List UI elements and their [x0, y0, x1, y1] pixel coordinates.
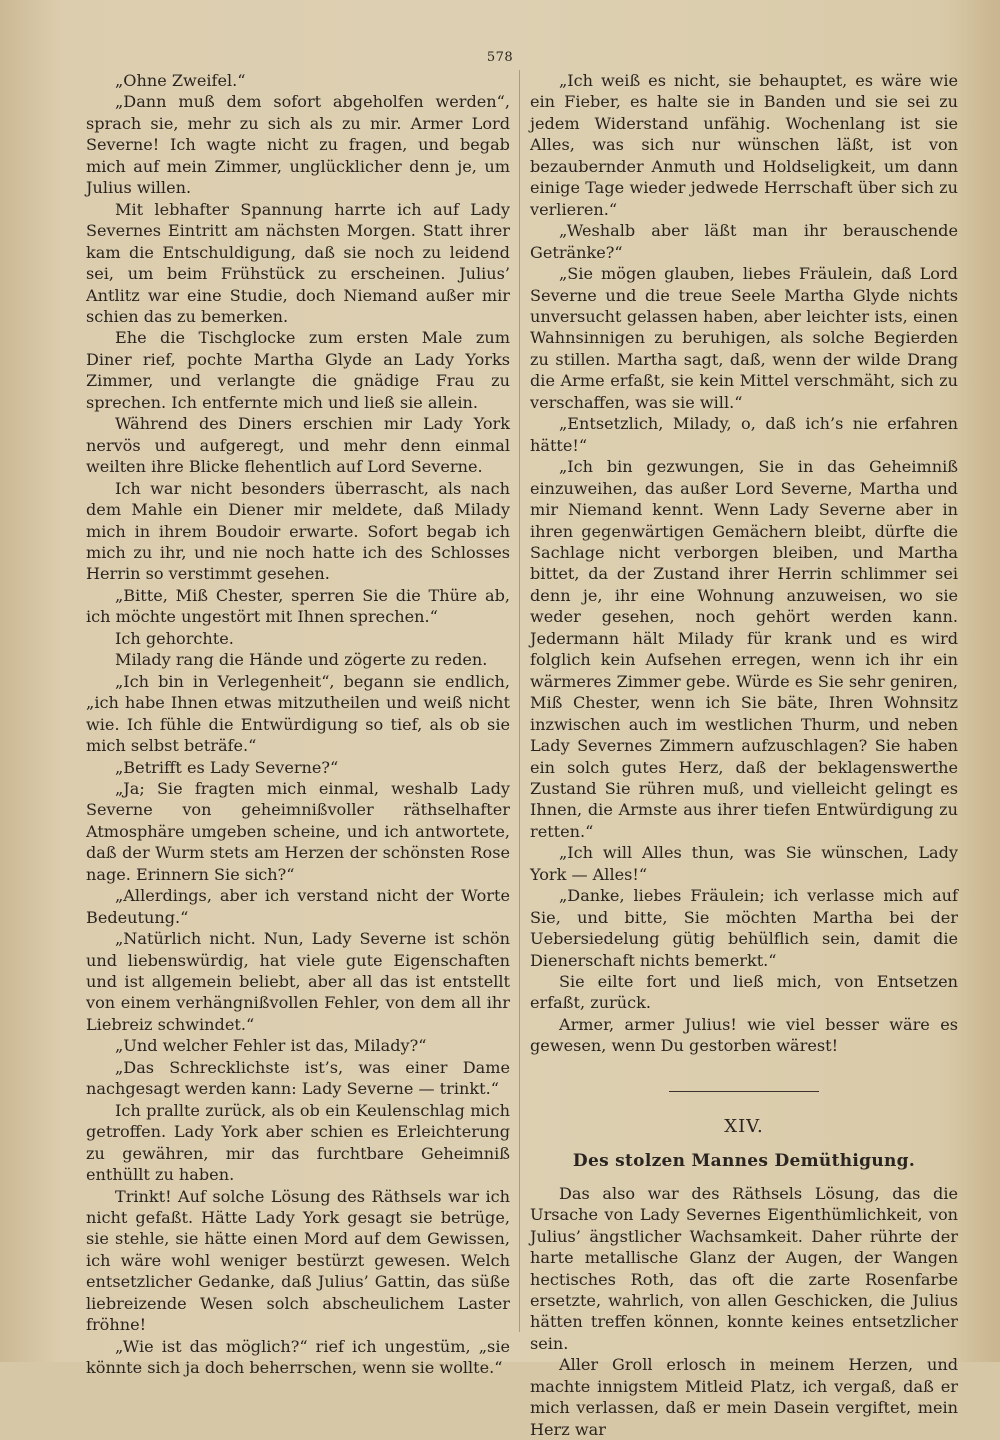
paragraph: Trinkt! Auf solche Lösung des Räthsels war ich nicht gefaßt. Hätte Lady York gesagt sie betrüge, sie stehle, sie hätte einen Mord auf dem Gewissen, ich wäre wohl weniger bestürzt gewesen. Welch entsetzlicher Gedanke, daß Julius’ Gattin, das süße liebreizende Wesen solch abscheulichem Laster fröhne! — [86, 1186, 510, 1335]
paragraph: Ich war nicht besonders überrascht, als nach dem Mahle ein Diener mir meldete, daß Milady mich in ihrem Boudoir erwarte. Sofort begab ich mich zu ihr, und nie noch hatte ich des Schlosses Herrin so verstimmt gesehen. — [86, 478, 510, 584]
paragraph: „Allerdings, aber ich verstand nicht der Worte Bedeutung.“ — [86, 886, 510, 927]
paragraph: Armer, armer Julius! wie viel besser wäre es gewesen, wenn Du gestorben wärest! — [530, 1014, 958, 1056]
paragraph: „Danke, liebes Fräulein; ich verlasse mich auf Sie, und bitte, Sie möchten Martha bei der Uebersiedelung gütig behülflich sein, damit die Dienerschaft nichts bemerkt.“ — [530, 886, 958, 970]
section-divider — [669, 1091, 819, 1092]
paragraph: „Ohne Zweifel.“ — [114, 71, 246, 90]
paragraph: Ehe die Tischglocke zum ersten Male zum Diner rief, pochte Martha Glyde an Lady Yorks Zimmer, und verlangte die gnädige Frau zu sprechen. Ich entfernte mich und ließ sie allein. — [86, 328, 510, 412]
page-number: 578 — [486, 50, 514, 65]
paragraph: „Natürlich nicht. Nun, Lady Severne ist schön und liebenswürdig, hat viele gute Eigenschaften und ist allgemein beliebt, aber all das ist entstellt von einem verhängnißvollen Fehler, von dem all ihr Liebreiz schwindet.“ — [86, 929, 510, 1034]
paragraph: „Weshalb aber läßt man ihr berauschende Getränke?“ — [530, 221, 958, 262]
paragraph: „Ich will Alles thun, was Sie wünschen, Lady York — Alles!“ — [530, 843, 958, 884]
paragraph: „Das Schrecklichste ist’s, was einer Dame nachgesagt werden kann: Lady Severne — trinkt.“ — [86, 1057, 510, 1099]
paragraph: „Dann muß dem sofort abgeholfen werden“, sprach sie, mehr zu sich als zu mir. Armer Lord Severne! Ich wagte nicht zu fragen, und begab mich auf mein Zimmer, unglücklicher denn je, um Julius willen. — [86, 92, 510, 198]
chapter-title: Des stolzen Mannes Demüthigung. — [572, 1151, 916, 1172]
chapter-number: XIV. — [724, 1115, 764, 1137]
column-divider — [519, 70, 520, 1332]
paragraph: „Ich bin gezwungen, Sie in das Geheimniß einzuweihen, das außer Lord Severne, Martha und mir Niemand kennt. Wenn Lady Severne aber in ihren gegenwärtigen Gemächern bleibt, dürfte die Sachlage nicht verborgen bleiben, und Martha bittet, da der Zustand ihrer Herrin schlimmer sei denn je, ihr eine Wohnung anzuweisen, wo sie weder gesehen, noch gehört werden kann. Jedermann hält Milady für krank und es wird folglich kein Aufsehen erregen, wenn ich ihr ein wärmeres Zimmer gebe. Würde es Sie sehr geniren, Miß Chester, wenn ich Sie bäte, Ihren Wohnsitz inzwischen auch im westlichen Thurm, und neben Lady Severnes Zimmern aufzuschlagen? Sie haben ein solch gutes Herz, daß der beklagenswerthe Zustand Sie rühren muß, und vielleicht gelingt es Ihnen, die Armste aus ihrer tiefen Entwürdigung zu retten.“ — [530, 457, 958, 841]
paragraph: Sie eilte fort und ließ mich, von Entsetzen erfaßt, zurück. — [530, 972, 958, 1013]
paragraph: „Ich weiß es nicht, sie behauptet, es wäre wie ein Fieber, es halte sie in Banden und sie sei zu jedem Widerstand unfähig. Wochenlang ist sie Alles, was sich nur wünschen läßt, ist von bezaubernder Anmuth und Holdseligkeit, um dann einige Tage wieder jedwede Herrschaft über sich zu verlieren.“ — [530, 71, 958, 219]
paragraph: Milady rang die Hände und zögerte zu reden. — [114, 650, 488, 670]
paragraph: Während des Diners erschien mir Lady York nervös und aufgeregt, und mehr denn einmal weilten ihre Blicke flehentlich auf Lord Severne. — [86, 414, 510, 477]
paragraph: „Sie mögen glauben, liebes Fräulein, daß Lord Severne und die treue Seele Martha Glyde nichts unversucht gelassen haben, aber leichter ists, einen Wahnsinnigen zu beruhigen, als solche Begierden zu stillen. Martha sagt, daß, wenn der wilde Drang die Arme erfaßt, sie kein Mittel verschmäht, sich zu verschaffen, was sie will.“ — [530, 264, 958, 412]
paragraph: „Wie ist das möglich?“ rief ich ungestüm, „sie könnte sich ja doch beherrschen, wenn sie wollte.“ — [86, 1336, 510, 1378]
paragraph: Ich gehorchte. — [114, 628, 234, 648]
paragraph: „Ich bin in Verlegenheit“, begann sie endlich, „ich habe Ihnen etwas mitzutheilen und weiß nicht wie. Ich fühle die Entwürdigung so tief, als ob sie mich selbst beträfe.“ — [86, 671, 510, 756]
paragraph: Ich prallte zurück, als ob ein Keulenschlag mich getroffen. Lady York aber schien es Erleichterung zu gewähren, mir das furchtbare Geheimniß enthüllt zu haben. — [86, 1100, 510, 1185]
paragraph: „Und welcher Fehler ist das, Milady?“ — [114, 1036, 427, 1056]
left-column — [86, 70, 510, 1379]
paragraph: „Ja; Sie fragten mich einmal, weshalb Lady Severne von geheimnißvoller räthselhafter Atmosphäre umgeben scheine, und ich antwortete, daß der Wurm stets am Herzen der schönsten Rose nage. Erinnern Sie sich?“ — [86, 778, 510, 884]
paragraph: „Bitte, Miß Chester, sperren Sie die Thüre ab, ich möchte ungestört mit Ihnen sprechen.“ — [86, 585, 510, 627]
paragraph: Mit lebhafter Spannung harrte ich auf Lady Severnes Eintritt am nächsten Morgen. Statt ihrer kam die Entschuldigung, daß sie noch zu leidend sei, um beim Frühstück zu erscheinen. Julius’ Antlitz war eine Studie, doch Niemand außer mir schien das zu bemerken. — [86, 199, 510, 326]
paragraph: Aller Groll erlosch in meinem Herzen, und machte innigstem Mitleid Platz, ich vergaß, daß er mich verlassen, daß er mein Dasein vergiftet, mein Herz war — [530, 1355, 958, 1439]
paragraph: „Betrifft es Lady Severne?“ — [114, 757, 339, 777]
right-column — [530, 70, 958, 1440]
paragraph: Das also war des Räthsels Lösung, das die Ursache von Lady Severnes Eigenthümlichkeit, von Julius’ ängstlicher Wachsamkeit. Daher rührte der harte metallische Glanz der Augen, der Wangen hectisches Roth, das oft die zarte Rosenfarbe ersetzte, wahrlich, von allen Geschicken, die Julius hätten treffen können, konnte keines entsetzlicher sein. — [530, 1183, 958, 1353]
paragraph: „Entsetzlich, Milady, o, daß ich’s nie erfahren hätte!“ — [530, 414, 958, 455]
